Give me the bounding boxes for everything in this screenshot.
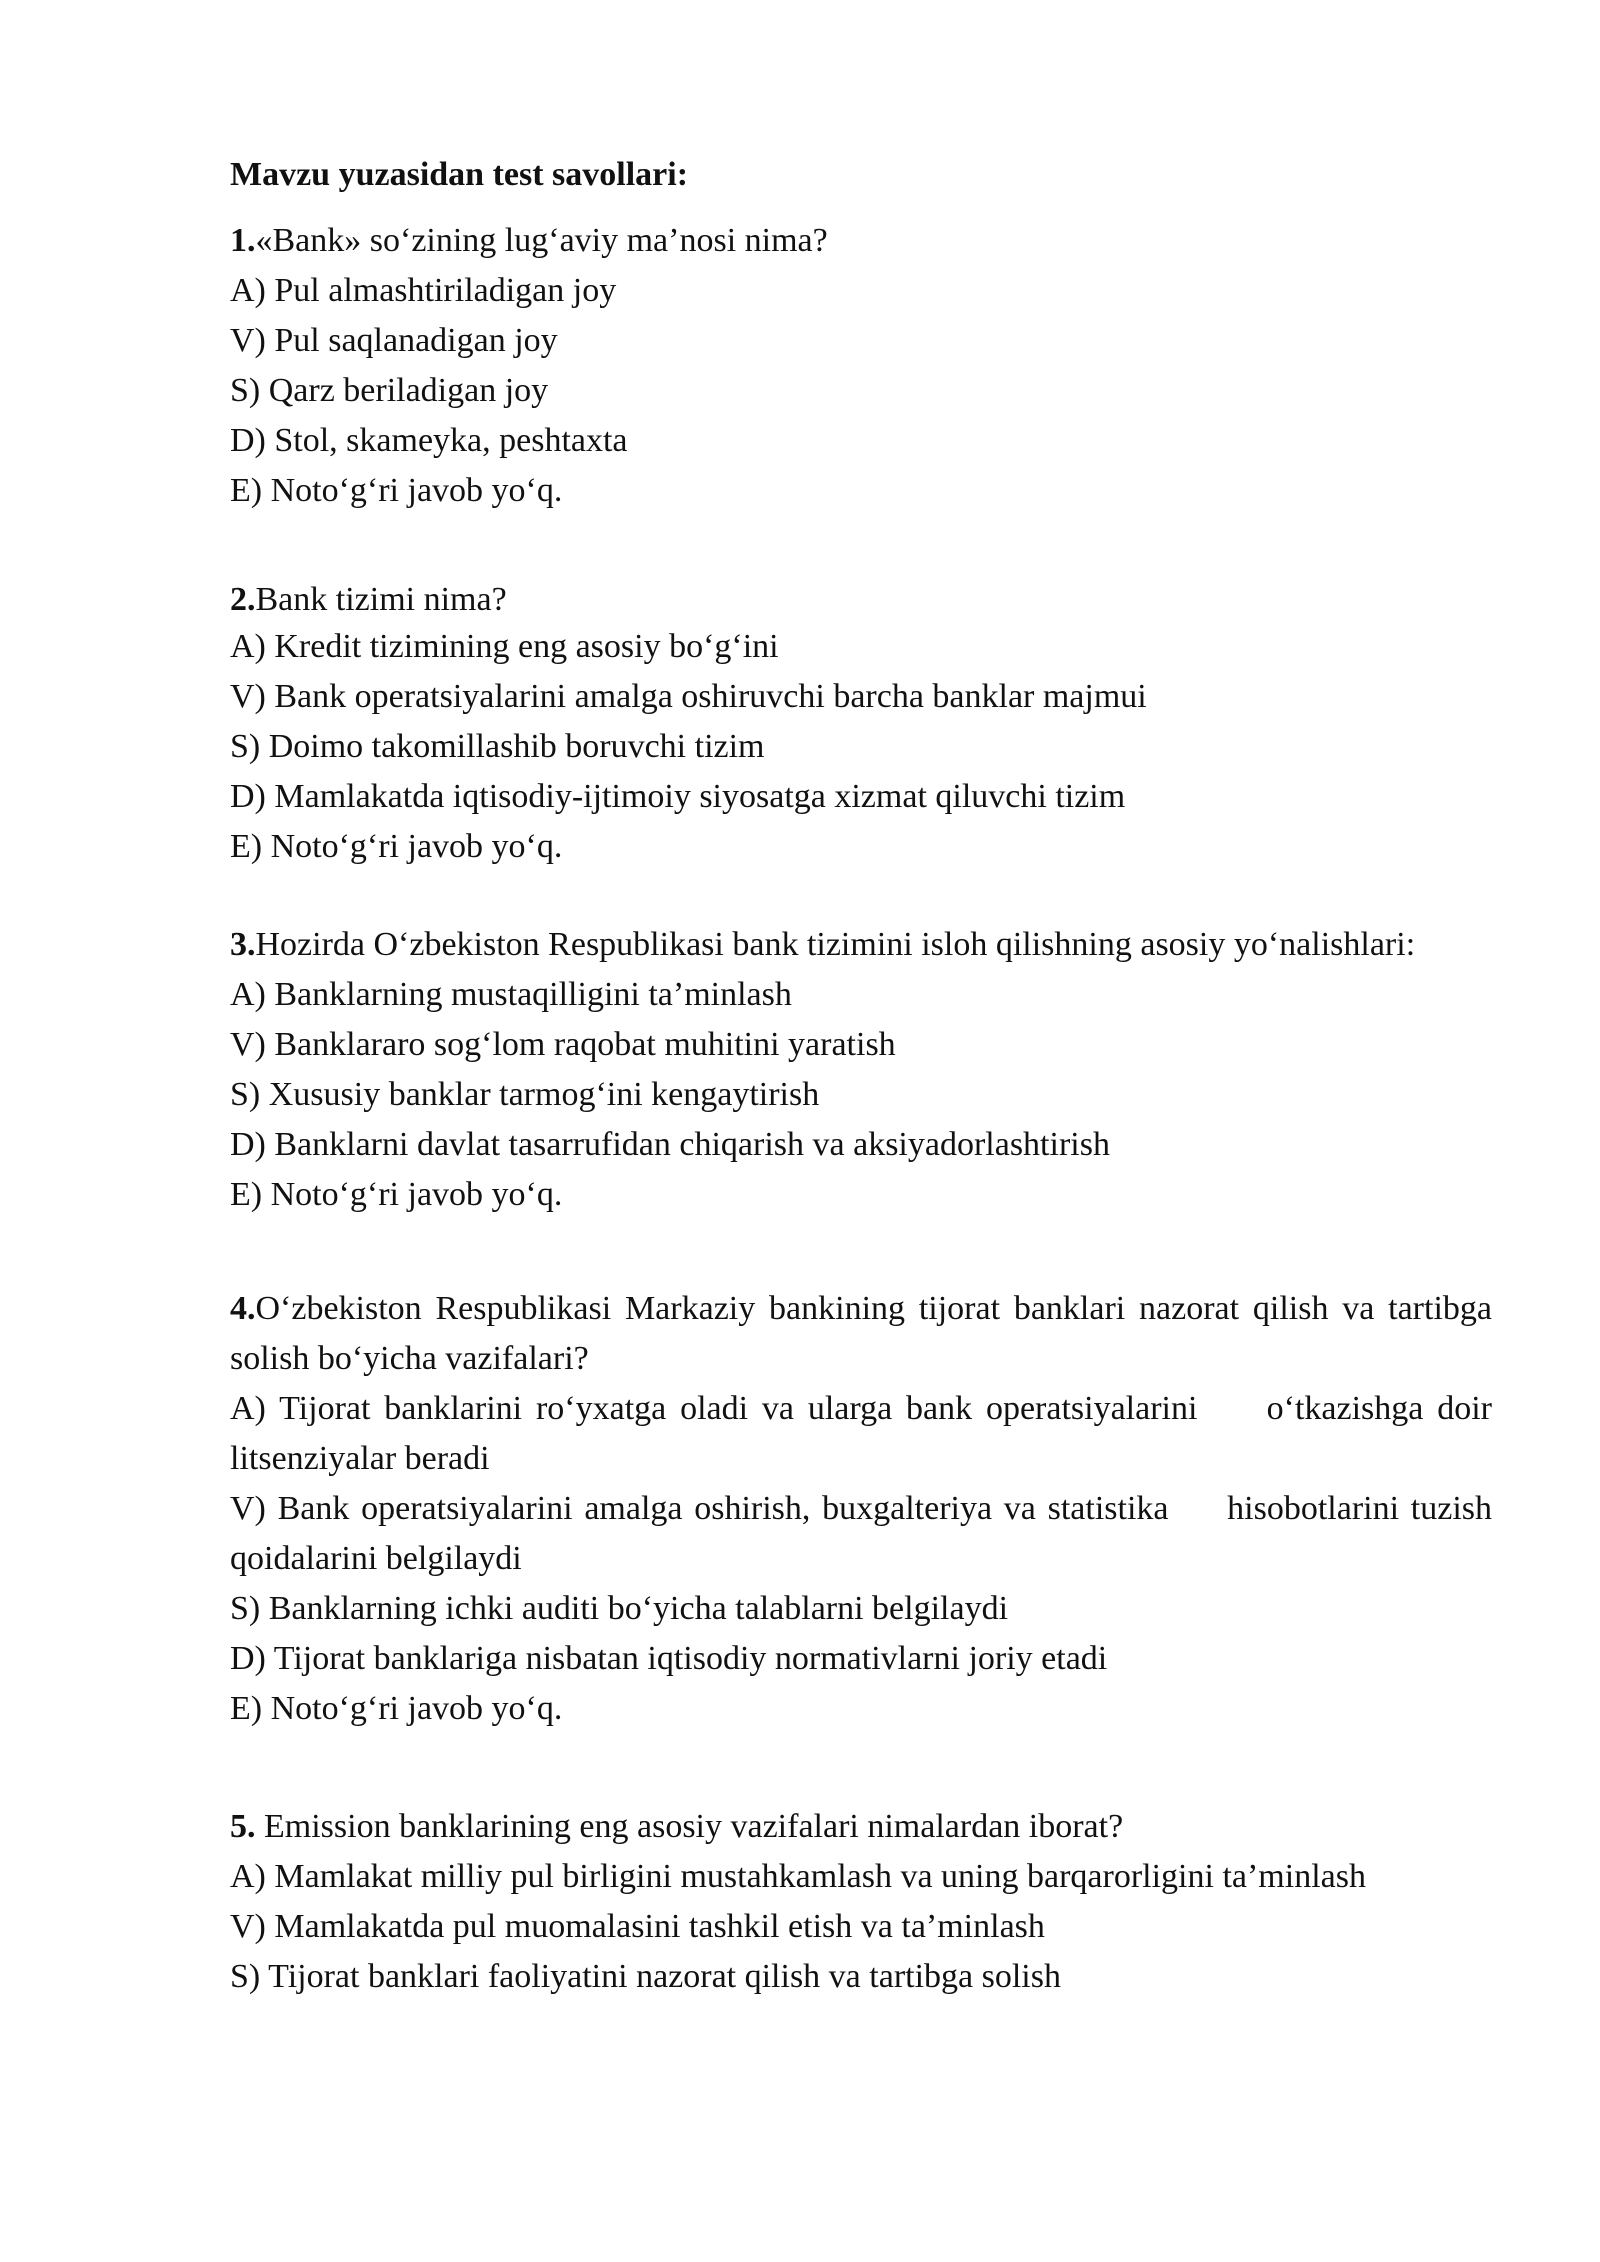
answer-option: V) Bank operatsiyalarini amalga oshiruvchi barcha banklar majmui	[230, 678, 1147, 715]
answer-option: S) Banklarning ichki auditi bo‘yicha talablarni belgilaydi	[230, 1590, 1009, 1627]
question-text	[230, 216, 1492, 266]
question-text	[230, 1284, 1492, 1384]
question-text	[230, 1802, 1492, 1852]
question-text	[230, 578, 1492, 622]
question-number: 5.	[230, 1808, 256, 1845]
question-body: Emission banklarining eng asosiy vazifalari nimalardan iborat?	[255, 1808, 1124, 1845]
answer-option: V) Banklararo sog‘lom raqobat muhitini yaratish	[230, 1026, 896, 1063]
question-spacer	[230, 516, 1492, 578]
question-3	[230, 920, 1492, 1220]
document-page	[230, 150, 1509, 2002]
answer-option: S) Qarz beriladigan joy	[230, 372, 549, 409]
question-2	[230, 578, 1492, 872]
question-spacer	[230, 1734, 1492, 1802]
question-5	[230, 1802, 1492, 2002]
answer-option: E) Noto‘g‘ri javob yo‘q.	[230, 828, 563, 865]
answer-option: A) Mamlakat milliy pul birligini mustahkamlash va uning barqarorligini ta’minlash	[230, 1858, 1366, 1895]
question-spacer	[230, 1220, 1492, 1284]
question-body: «Bank» so‘zining lug‘aviy ma’nosi nima?	[255, 222, 828, 259]
question-body: Bank tizimi nima?	[255, 581, 507, 618]
question-body: O‘zbekiston Respublikasi Markaziy bankining tijorat banklari nazorat qilish va tartibga solish bo‘yicha vazifalari?	[230, 1290, 1492, 1377]
answer-option: D) Banklarni davlat tasarrufidan chiqarish va aksiyadorlashtirish	[230, 1126, 1110, 1163]
answer-option: D) Mamlakatda iqtisodiy-ijtimoiy siyosatga xizmat qiluvchi tizim	[230, 778, 1126, 815]
question-1	[230, 216, 1492, 516]
answer-option: S) Doimo takomillashib boruvchi tizim	[230, 728, 765, 765]
page-heading: Mavzu yuzasidan test savollari:	[230, 156, 689, 193]
answer-option: V) Bank operatsiyalarini amalga oshirish, buxgalteriya va statistika hisobotlarini tuzish qoidalarini belgilaydi	[230, 1490, 1509, 1577]
question-4	[230, 1284, 1509, 1734]
answer-option: S) Tijorat banklari faoliyatini nazorat qilish va tartibga solish	[230, 1958, 1061, 1995]
question-text	[230, 920, 1492, 970]
answer-option: E) Noto‘g‘ri javob yo‘q.	[230, 1690, 563, 1727]
question-number: 4.	[230, 1290, 256, 1327]
answer-option: A) Pul almashtiriladigan joy	[230, 272, 617, 309]
answer-option: A) Banklarning mustaqilligini ta’minlash	[230, 976, 792, 1013]
question-number: 1.	[230, 222, 256, 259]
answer-option: A) Kredit tizimining eng asosiy bo‘g‘ini	[230, 628, 779, 665]
answer-option: A) Tijorat banklarini ro‘yxatga oladi va ularga bank operatsiyalarini o‘tkazishga doir litsenziyalar beradi	[230, 1390, 1501, 1477]
answer-option: D) Stol, skameyka, peshtaxta	[230, 422, 628, 459]
question-number: 3.	[230, 926, 256, 963]
answer-option: E) Noto‘g‘ri javob yo‘q.	[230, 472, 563, 509]
answer-option: V) Mamlakatda pul muomalasini tashkil etish va ta’minlash	[230, 1908, 1045, 1945]
question-body: Hozirda O‘zbekiston Respublikasi bank tizimini isloh qilishning asosiy yo‘nalishlari:	[255, 926, 1416, 963]
answer-option: V) Pul saqlanadigan joy	[230, 322, 558, 359]
answer-option: S) Xususiy banklar tarmog‘ini kengaytirish	[230, 1076, 820, 1113]
answer-option: D) Tijorat banklariga nisbatan iqtisodiy normativlarni joriy etadi	[230, 1640, 1108, 1677]
question-spacer	[230, 872, 1492, 920]
question-number: 2.	[230, 581, 256, 618]
answer-option: E) Noto‘g‘ri javob yo‘q.	[230, 1176, 563, 1213]
